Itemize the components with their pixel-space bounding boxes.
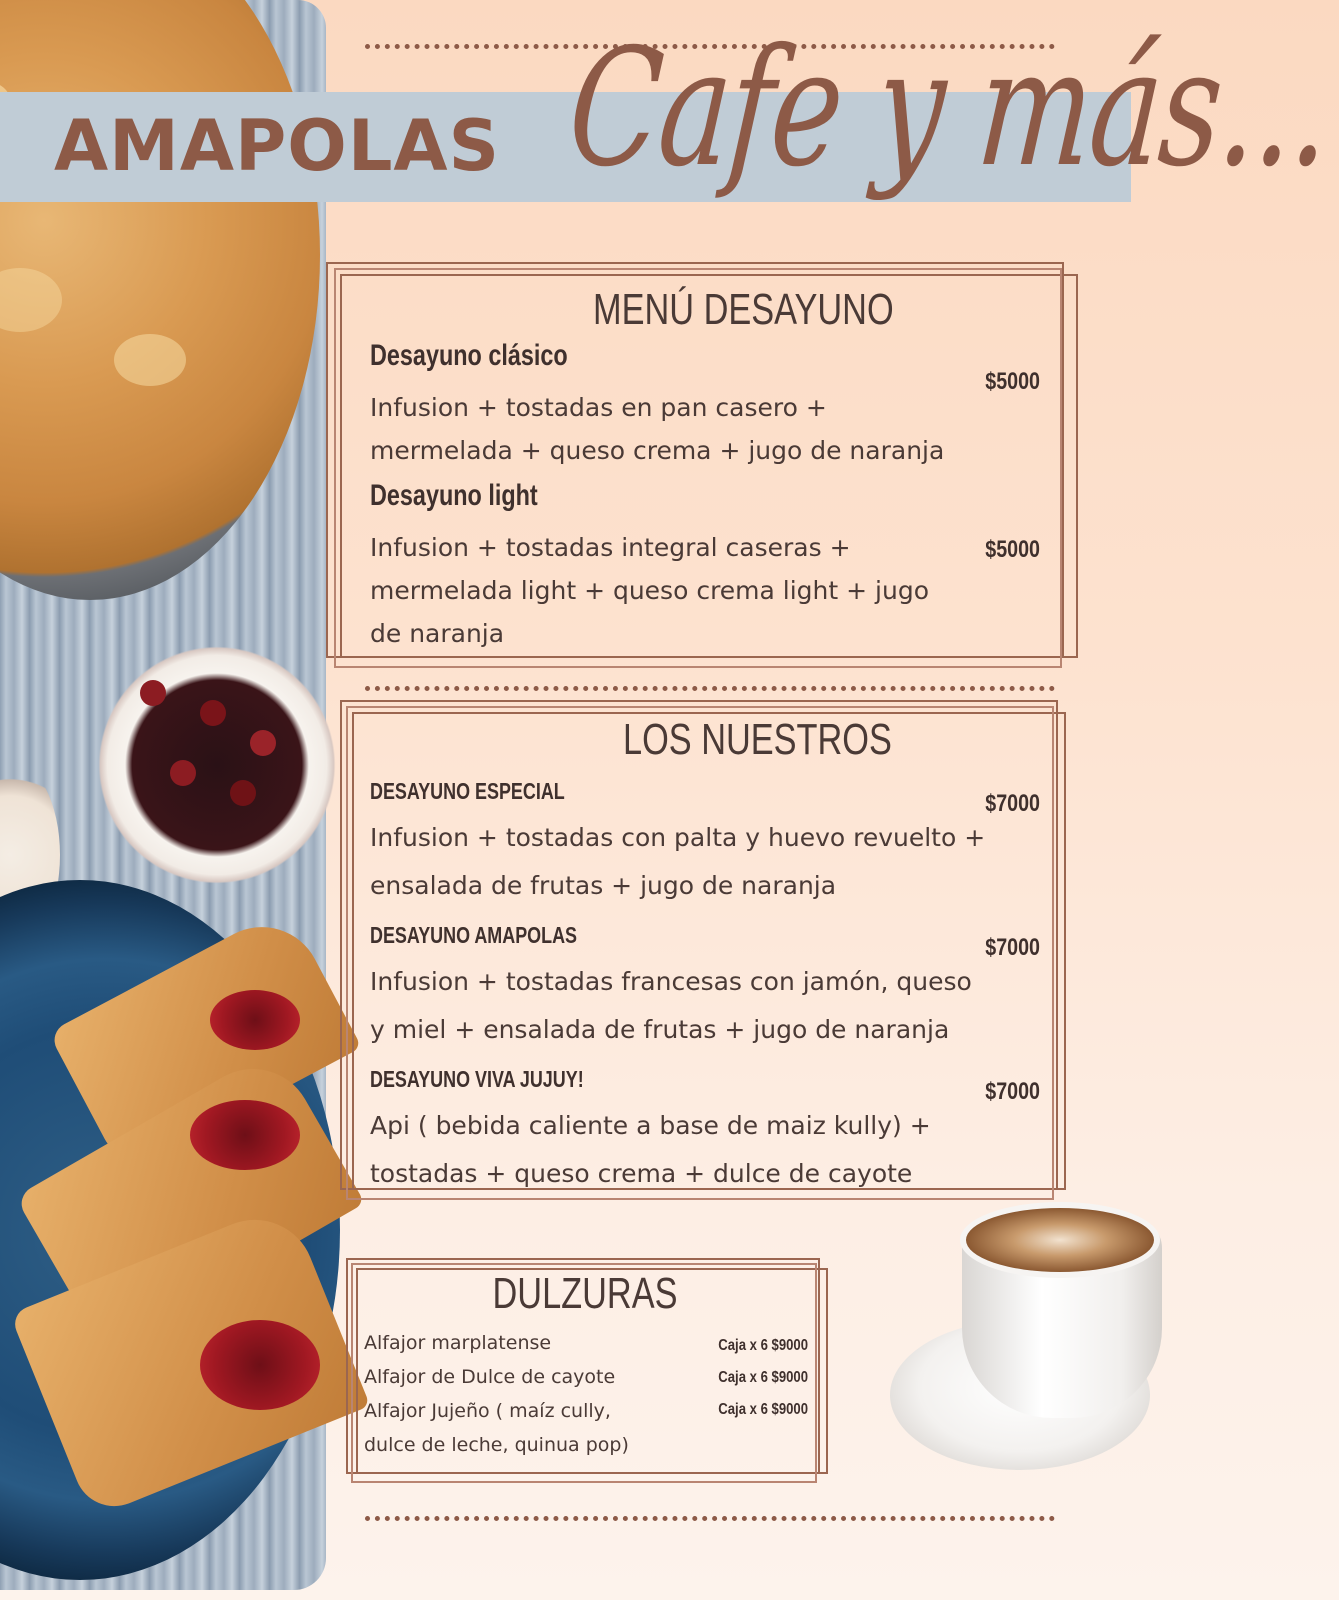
jam-image [210, 990, 300, 1050]
section-title: LOS NUESTROS [623, 715, 892, 764]
item-name: DESAYUNO AMAPOLAS [370, 922, 578, 948]
description-line: Infusion + tostadas en pan casero + [370, 393, 827, 422]
section-title: DULZURAS [492, 1269, 678, 1318]
description-line: Infusion + tostadas integral caseras + [370, 533, 851, 562]
item-description [370, 958, 972, 1054]
dotted-divider [365, 44, 1055, 49]
description-line: y miel + ensalada de frutas + jugo de naranja [370, 1015, 950, 1044]
description-line: tostadas + queso crema + dulce de cayote [370, 1159, 913, 1188]
jam-image [200, 1320, 320, 1410]
sweet-price: Caja x 6 $9000 [718, 1369, 808, 1386]
description-line: Api ( bebida caliente a base de maiz kully) + [370, 1111, 931, 1140]
sweet-price: Caja x 6 $9000 [718, 1337, 808, 1354]
sweet-name: Alfajor marplatense [364, 1332, 552, 1354]
item-name: Desayuno light [370, 479, 538, 512]
sweet-price: Caja x 6 $9000 [718, 1401, 808, 1418]
item-description [370, 814, 985, 910]
description-line: mermelada + queso crema + jugo de naranja [370, 436, 945, 465]
sweet-name: Alfajor de Dulce de cayote [364, 1366, 616, 1388]
brand-title: AMAPOLAS [54, 105, 501, 187]
item-price: $7000 [985, 934, 1040, 961]
description-line: de naranja [370, 619, 505, 648]
sweet-name: Alfajor Jujeño ( maíz cully, [364, 1400, 611, 1422]
item-price: $7000 [985, 790, 1040, 817]
crepe-stack-image [0, 0, 320, 600]
item-price: $7000 [985, 1078, 1040, 1105]
description-line: Infusion + tostadas con palta y huevo revuelto + [370, 823, 986, 852]
food-photo [0, 0, 326, 1590]
description-line: Infusion + tostadas francesas con jamón, queso [370, 967, 972, 996]
sweet-name: dulce de leche, quinua pop) [364, 1434, 629, 1456]
dotted-divider [365, 686, 1055, 691]
jam-bowl-image [92, 640, 342, 890]
item-description [370, 386, 944, 472]
item-name: DESAYUNO VIVA JUJUY! [370, 1066, 584, 1092]
item-price: $5000 [985, 368, 1040, 395]
item-description [370, 1102, 931, 1198]
description-line: mermelada light + queso crema light + jugo [370, 576, 929, 605]
description-line: ensalada de frutas + jugo de naranja [370, 871, 837, 900]
item-name: DESAYUNO ESPECIAL [370, 778, 565, 804]
item-description [370, 526, 929, 655]
item-price: $5000 [985, 536, 1040, 563]
item-name: Desayuno clásico [370, 339, 568, 372]
latte-art-image [960, 1202, 1160, 1278]
section-title: MENÚ DESAYUNO [593, 285, 894, 334]
tagline: Cafe y más... [562, 15, 1336, 204]
sweets-list [364, 1326, 629, 1462]
dotted-divider [365, 1516, 1055, 1521]
jam-image [190, 1100, 300, 1170]
